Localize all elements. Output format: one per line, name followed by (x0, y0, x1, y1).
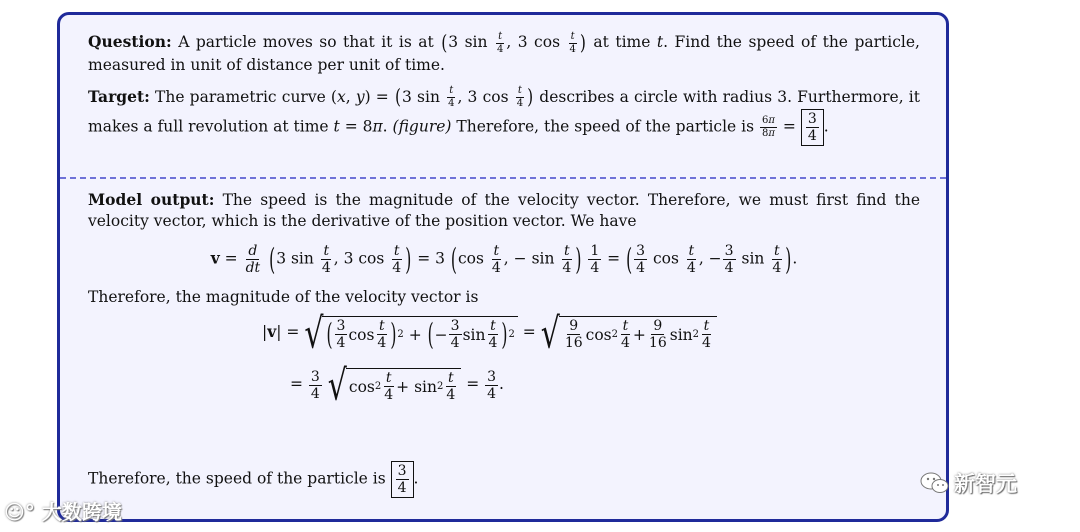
model-text-1: The speed is the magnitude of the velocity vector. Therefore, we must first find the velocity vector, which is the derivative of the position vector. We have (88, 191, 920, 230)
target-text-2: describes a circle with radius 3. Furthermore, it makes a full revolution at time (88, 87, 920, 136)
target-text-3: Therefore, the speed of the particle is (456, 117, 755, 136)
wechat-icon (920, 471, 950, 495)
question-paragraph: Question: A particle moves so that it is at (3 sin $\frac{t}{4}$ , 3 cos $\frac{t}{4}$ ) at time t. Find the speed of the particle, measured in unit of distance per unit of time. (88, 30, 920, 74)
model-paragraph-1 (88, 189, 920, 232)
watermark-left: ☺° 大数跨境 (4, 500, 122, 524)
question-label: Question: (88, 32, 172, 51)
solution-card (57, 12, 949, 522)
model-label: Model output: (88, 190, 215, 209)
magnitude-line-2: = $\frac{3}{4}$ √ cos 2 t 4 + sin 2 t 4 = $\frac{3}{4}$ . (290, 361, 504, 411)
question-target-section (88, 31, 920, 146)
velocity-equation: v = $\frac{d}{dt}$ (3 sin $\frac{t}{4}$ , 3 cos $\frac{t}{4}$ ) = 3 (cos $\frac{t}{4}$ , − sin $\frac{t}{4}$ ) $\frac{1}{4}$ = ( $\frac{3}{4}$ cos $\frac{t}{4}$ , − $\frac{3}{4}$ sin $\frac{t}{4}$ ). (210, 242, 798, 277)
target-answer-box: 3 4 (801, 109, 824, 146)
target-label: Target: (88, 86, 150, 106)
watermark-left-icon: ☺° (4, 500, 35, 524)
model-text-3: Therefore, the speed of the particle is (88, 469, 386, 488)
question-text-after: at time (593, 33, 651, 51)
final-answer-line: Therefore, the speed of the particle is 3 4 . (88, 463, 419, 496)
target-paragraph: Target: The parametric curve (x, y) = (3 sin $\frac{t}{4}$ , 3 cos $\frac{t}{4}$ ) describes a circle with radius 3. Furthermore, it makes a full revolution at time t = 8π. (figure) Therefore, the speed of the particle is $\frac{6\pi}{8\pi}$ = 3 4 . (88, 85, 920, 144)
question-text: A particle moves so that it is at (178, 33, 434, 51)
model-answer-box: 3 4 (391, 461, 414, 498)
figure-reference: (figure) (392, 117, 452, 136)
question-position-math: (3 sin $\frac{t}{4}$ , 3 cos $\frac{t}{4}$ ) (441, 30, 586, 55)
target-text-1: The parametric curve (155, 87, 326, 106)
magnitude-equation (88, 309, 920, 412)
magnitude-line-1: |v| = √ ( 3 4 cos t 4 ) 2 + ( − 3 4 sin t 4 ) 2 = √ 9 16 cos 2 t 4 + 9 16 sin 2 t 4 (262, 316, 717, 350)
question-text-end: . Find the speed of the particle, measured in unit of distance per unit of time. (88, 33, 920, 74)
model-paragraph-2: Therefore, the magnitude of the velocity vector is (88, 288, 479, 306)
section-divider (60, 177, 946, 179)
model-output-section (88, 189, 920, 412)
watermark-right: 新智元 (920, 468, 1017, 498)
